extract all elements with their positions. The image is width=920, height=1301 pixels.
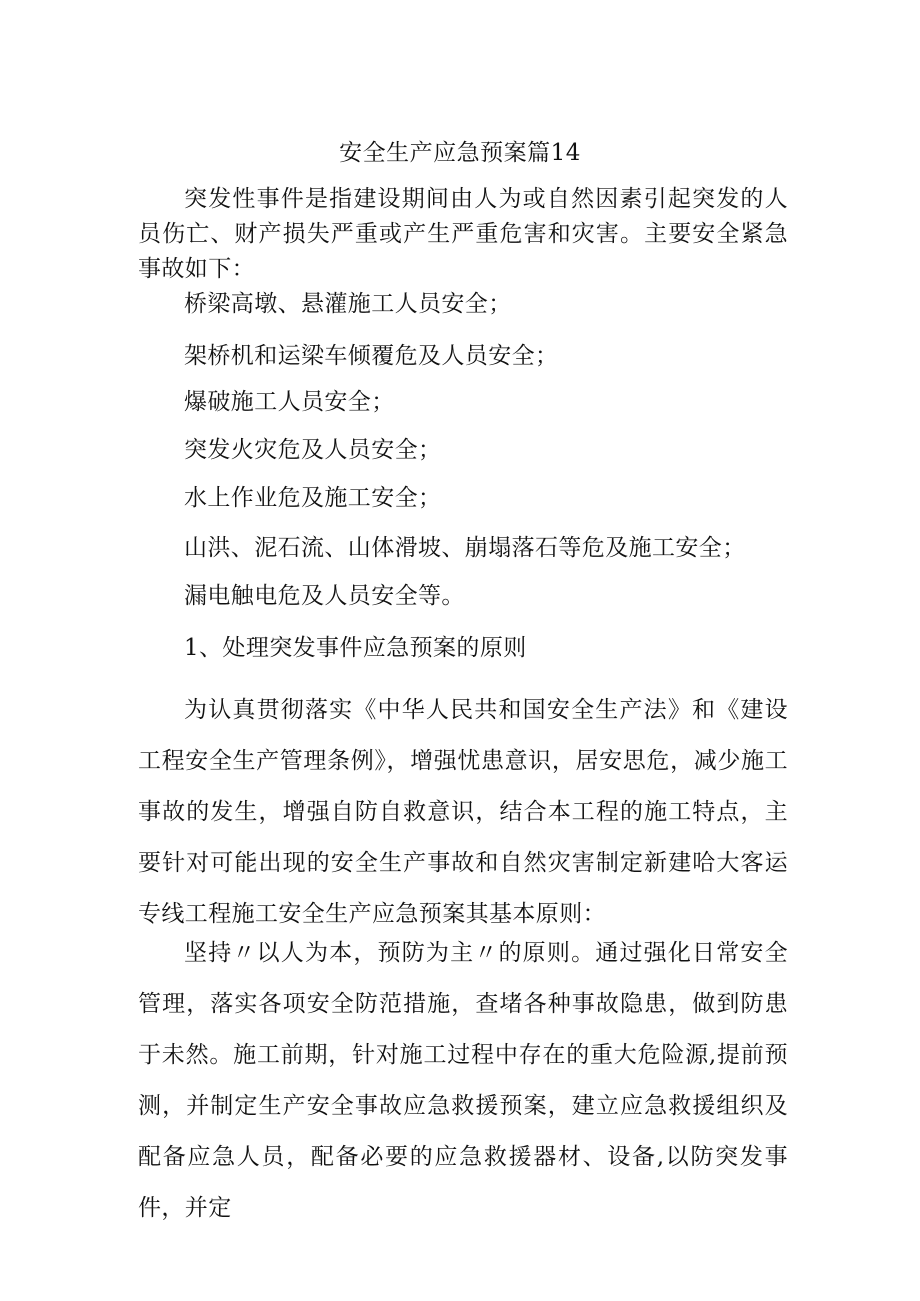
principle-paragraph: 为认真贯彻落实《中华人民共和国安全生产法》和《建设工程安全生产管理条例》，增强忧患意识，居安思危，减少施工事故的发生，增强自防自救意识，结合本工程的施工特点，主要针对可能出现的安全生产事故和自然灾害制定新建哈大客运专线工程施工安全生产应急预案其基本原则：: [138, 697, 788, 927]
accident-item: 漏电触电危及人员安全等。: [184, 583, 465, 609]
accident-item: 山洪、泥石流、山体滑坡、崩塌落石等危及施工安全；: [184, 535, 746, 561]
section-heading: 1、处理突发事件应急预案的原则: [184, 635, 527, 661]
principle-paragraph-2: 坚持〃以人为本，预防为主〃的原则。通过强化日常安全管理，落实各项安全防范措施，查堵各种事故隐患，做到防患于未然。施工前期，针对施工过程中存在的重大危险源,提前预测，并制定生产安全事故应急救援预案，建立应急救援组织及配备应急人员，配备必要的应急救援器材、设备,以防突发事件，并定: [138, 940, 788, 1221]
intro-paragraph: 突发性事件是指建设期间由人为或自然因素引起突发的人员伤亡、财产损失严重或产生严重危害和灾害。主要安全紧急事故如下：: [138, 186, 788, 282]
accident-item: 桥梁高墩、悬灌施工人员安全；: [184, 291, 512, 317]
document-title: 安全生产应急预案篇14: [339, 140, 581, 166]
accident-item: 爆破施工人员安全；: [184, 389, 395, 415]
accident-item: 突发火灾危及人员安全；: [184, 437, 442, 463]
accident-item: 水上作业危及施工安全；: [184, 485, 442, 511]
accident-item: 架桥机和运梁车倾覆危及人员安全；: [184, 343, 559, 369]
